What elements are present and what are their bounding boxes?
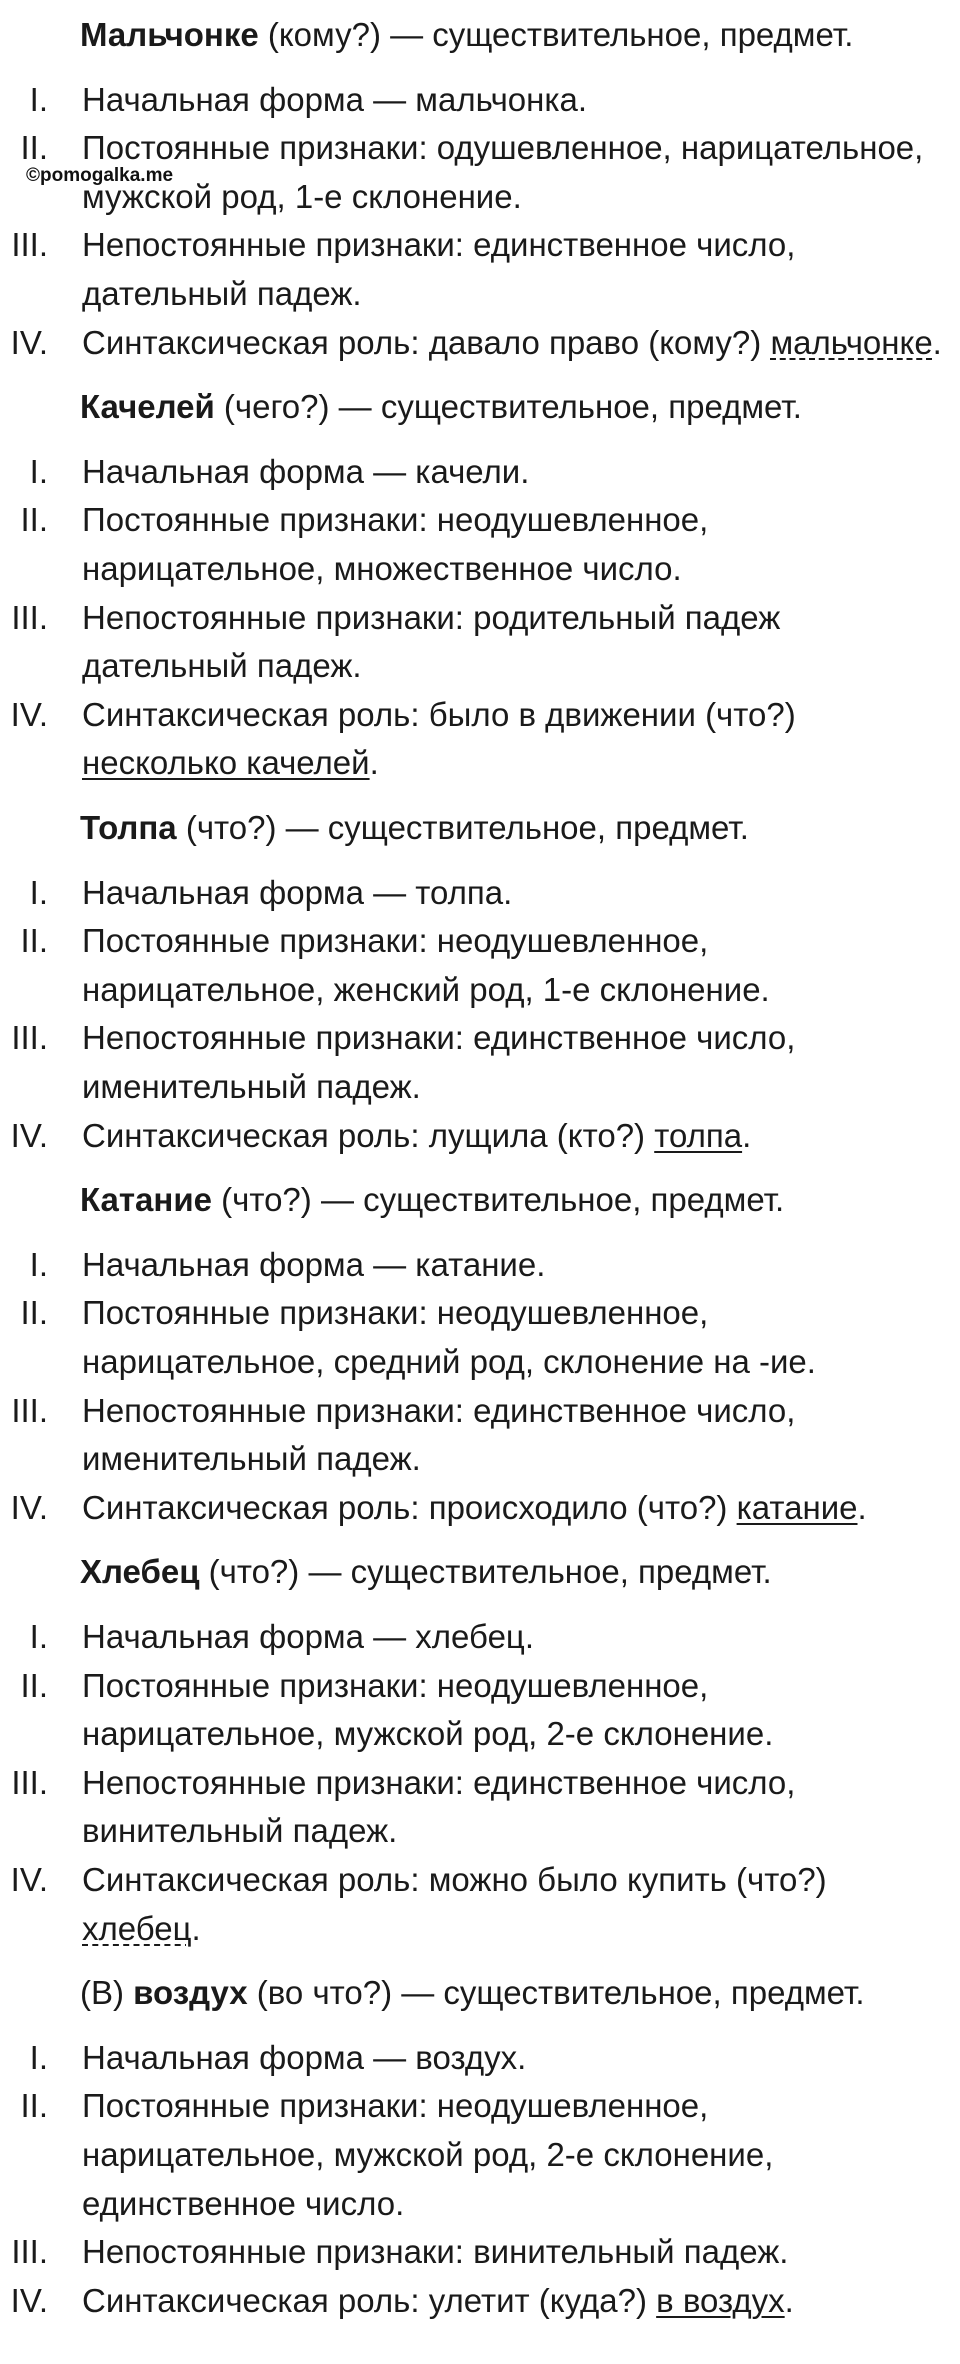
list-number: III. (11, 2233, 48, 2271)
list-item-text (82, 172, 522, 222)
heading-rest: (что?) — существительное, предмет. (199, 1553, 772, 1591)
list-item-line (0, 1758, 960, 1808)
item-text: именительный падеж. (82, 1440, 421, 1478)
list-item-line (0, 1062, 960, 1112)
list-item-text (82, 1337, 816, 1387)
list-number: III. (11, 1763, 48, 1801)
list-item-line (0, 318, 960, 368)
list-item-text (82, 738, 379, 788)
list-item-text (82, 868, 512, 918)
list-item-text (82, 75, 587, 125)
list-item-line (0, 1904, 960, 1954)
list-number: IV. (10, 1861, 48, 1898)
list-item-line (0, 2130, 960, 2180)
item-text: Постоянные признаки: неодушевленное, (82, 2087, 709, 2125)
item-text: Начальная форма — хлебец. (82, 1618, 534, 1655)
list-item-line (0, 2179, 960, 2229)
watermark: ©pomogalka.me (26, 165, 174, 186)
list-item-text (82, 2033, 526, 2083)
heading-text (80, 10, 853, 60)
role-tail: . (191, 1909, 201, 1947)
list-item-line (0, 1240, 960, 1290)
list-item-line (0, 738, 960, 788)
heading-word: Качелей (80, 388, 215, 426)
list-item-text (82, 916, 708, 966)
heading-word: Толпа (80, 809, 177, 846)
list-number: III. (11, 1019, 48, 1057)
list-number: II. (20, 129, 48, 167)
list-item-line (0, 495, 960, 545)
syntactic-role-word: хлебец (82, 1909, 192, 1947)
list-item-line (0, 1709, 960, 1759)
heading-rest: (чего?) — существительное, предмет. (214, 388, 802, 426)
list-item-text (82, 1612, 534, 1662)
list-item-text (82, 123, 923, 173)
list-item-line (0, 2033, 960, 2083)
heading-rest: (что?) — существительное, предмет. (176, 809, 749, 846)
list-item-text (82, 1758, 795, 1808)
item-text: мужской род, 1-е склонение. (82, 177, 522, 215)
item-text: Начальная форма — воздух. (82, 2038, 527, 2076)
item-text: Постоянные признаки: неодушевленное, (82, 1294, 709, 1332)
syntactic-role-word: мальчонке (770, 323, 933, 361)
heading-rest: (кому?) — существительное, предмет. (258, 16, 854, 53)
list-number: I. (29, 1618, 48, 1655)
heading-word: Мальчонке (80, 16, 259, 53)
list-number: IV. (10, 1488, 48, 1526)
word-heading (0, 382, 960, 432)
syntactic-role-word: в воздух (656, 2281, 785, 2319)
list-number: II. (20, 2087, 48, 2125)
list-number: IV. (10, 2281, 48, 2319)
list-number: III. (11, 598, 48, 636)
list-item-text (82, 2081, 708, 2131)
list-item-text (82, 1709, 773, 1759)
heading-word: воздух (133, 1974, 248, 2012)
list-item-text (82, 544, 682, 594)
list-item-line (0, 868, 960, 918)
list-item-text (82, 318, 942, 368)
list-item-text (82, 2276, 794, 2326)
list-number: I. (29, 80, 48, 118)
list-item-line (0, 172, 960, 222)
item-text: Начальная форма — катание. (82, 1245, 546, 1283)
list-item-text (82, 269, 362, 319)
item-text: Непостоянные признаки: единственное число, (82, 1763, 796, 1801)
role-tail: . (742, 1116, 752, 1154)
list-item-line (0, 1612, 960, 1662)
item-text: Непостоянные признаки: единственное число, (82, 1391, 796, 1429)
item-text: Непостоянные признаки: родительный падеж (82, 598, 781, 636)
list-item-line (0, 690, 960, 740)
list-item-text (82, 1111, 751, 1161)
item-text: нарицательное, мужской род, 2-е склонение, (82, 2136, 774, 2173)
syntactic-role-word: толпа (654, 1116, 743, 1154)
list-item-line (0, 965, 960, 1015)
list-item-text (82, 1661, 708, 1711)
item-text: дательный падеж. (82, 275, 362, 312)
list-number: II. (20, 922, 48, 960)
list-item-text (82, 220, 795, 270)
item-text: Постоянные признаки: неодушевленное, (82, 922, 709, 960)
heading-text (80, 382, 802, 432)
list-item-line (0, 447, 960, 497)
item-text: Непостоянные признаки: винительный падеж. (82, 2233, 789, 2271)
list-number: I. (29, 452, 48, 490)
list-item-line (0, 916, 960, 966)
item-text: Непостоянные признаки: единственное число, (82, 226, 796, 264)
list-number: III. (11, 226, 48, 264)
item-text: Постоянные признаки: неодушевленное, (82, 501, 709, 539)
list-number: II. (20, 1666, 48, 1704)
item-text: единственное число. (82, 2184, 405, 2222)
list-item-text (82, 965, 770, 1015)
list-number: I. (29, 2038, 48, 2076)
heading-word: Хлебец (80, 1553, 200, 1591)
list-item-line (0, 1111, 960, 1161)
list-item-line (0, 641, 960, 691)
list-number: I. (29, 873, 48, 911)
syntactic-role-word: несколько качелей (82, 744, 370, 782)
word-heading (0, 803, 960, 853)
list-item-text (82, 690, 796, 740)
item-text: Начальная форма — мальчонка. (82, 80, 588, 118)
list-item-text (82, 447, 529, 497)
list-item-line (0, 1013, 960, 1063)
word-heading (0, 1175, 960, 1225)
item-text: Постоянные признаки: неодушевленное, (82, 1666, 709, 1704)
item-text: Непостоянные признаки: единственное число, (82, 1019, 796, 1057)
list-number: IV. (10, 695, 48, 733)
list-number: II. (20, 1294, 48, 1332)
list-item-line (0, 75, 960, 125)
role-tail: . (857, 1488, 867, 1526)
item-text: нарицательное, женский род, 1-е склонение. (82, 970, 770, 1008)
list-item-text (82, 1386, 795, 1436)
heading-word: Катание (80, 1181, 212, 1219)
list-item-text (82, 2227, 788, 2277)
item-text: дательный падеж. (82, 647, 362, 685)
item-text: винительный падеж. (82, 1812, 398, 1850)
heading-text (80, 1968, 865, 2018)
list-item-line (0, 1806, 960, 1856)
item-text: Начальная форма — толпа. (82, 873, 513, 911)
heading-text (80, 803, 749, 853)
list-item-line (0, 2081, 960, 2131)
word-heading (0, 1547, 960, 1597)
list-item-text (82, 1904, 201, 1954)
list-item-line (0, 2276, 960, 2326)
list-item-text (82, 641, 362, 691)
list-item-text (82, 1013, 795, 1063)
list-number: II. (20, 501, 48, 539)
list-item-line (0, 1434, 960, 1484)
item-text: Синтаксическая роль: давало право (кому?) (82, 323, 771, 361)
item-text: нарицательное, множественное число. (82, 550, 682, 587)
role-tail: . (784, 2281, 794, 2319)
syntactic-role-word: катание (736, 1488, 858, 1526)
list-number: IV. (10, 1116, 48, 1154)
list-item-text (82, 1062, 421, 1112)
word-heading (0, 10, 960, 60)
heading-rest: (во что?) — существительное, предмет. (247, 1974, 865, 2012)
list-item-line (0, 1337, 960, 1387)
list-item-line (0, 593, 960, 643)
list-item-line (0, 1661, 960, 1711)
list-item-text (82, 1483, 867, 1533)
role-tail: . (932, 323, 942, 361)
heading-text (80, 1547, 772, 1597)
list-item-line (0, 544, 960, 594)
item-text: нарицательное, средний род, склонение на -ие. (82, 1343, 816, 1380)
list-item-text (82, 593, 780, 643)
list-item-text (82, 2130, 773, 2180)
list-item-line (0, 1288, 960, 1338)
item-text: Синтаксическая роль: улетит (куда?) (82, 2281, 657, 2319)
list-item-line (0, 269, 960, 319)
list-item-line (0, 220, 960, 270)
list-item-text (82, 1288, 708, 1338)
list-number: IV. (10, 323, 48, 361)
heading-text (80, 1175, 784, 1225)
item-text: нарицательное, мужской род, 2-е склонение. (82, 1715, 774, 1753)
list-number: I. (29, 1245, 48, 1283)
list-item-line (0, 2227, 960, 2277)
list-item-line (0, 1483, 960, 1533)
list-item-text (82, 1240, 545, 1290)
list-item-text (82, 2179, 404, 2229)
word-heading (0, 1968, 960, 2018)
list-item-line (0, 1386, 960, 1436)
list-item-text (82, 1855, 827, 1905)
list-item-text (82, 1434, 421, 1484)
item-text: Начальная форма — качели. (82, 452, 530, 490)
list-item-text (82, 495, 708, 545)
heading-prefix: (В) (80, 1974, 134, 2012)
item-text: Постоянные признаки: одушевленное, нарицательное, (82, 129, 924, 167)
item-text: Синтаксическая роль: лущила (кто?) (82, 1116, 655, 1154)
list-number: III. (11, 1391, 48, 1429)
item-text: Синтаксическая роль: происходило (что?) (82, 1488, 737, 1526)
role-tail: . (369, 744, 379, 782)
list-item-line (0, 1855, 960, 1905)
list-item-line (0, 123, 960, 173)
item-text: Синтаксическая роль: было в движении (что?) (82, 695, 796, 733)
item-text: Синтаксическая роль: можно было купить (что?) (82, 1861, 827, 1898)
heading-rest: (что?) — существительное, предмет. (211, 1181, 785, 1219)
item-text: именительный падеж. (82, 1068, 421, 1105)
list-item-text (82, 1806, 397, 1856)
